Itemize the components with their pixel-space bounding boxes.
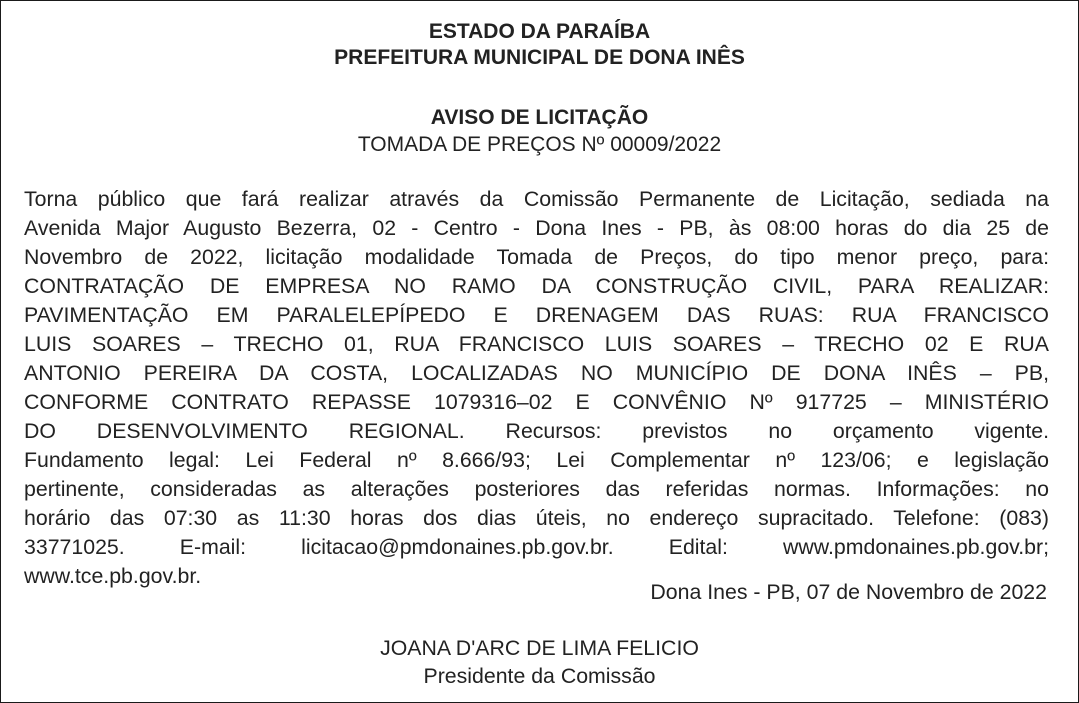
body-line: pertinente, consideradas as alterações posteriores das referidas normas. Informações: no bbox=[24, 477, 1049, 501]
body-line: CONTRATAÇÃO DE EMPRESA NO RAMO DA CONSTRUÇÃO CIVIL, PARA REALIZAR: bbox=[24, 274, 1049, 298]
notice-body bbox=[24, 185, 1049, 591]
body-line: DO DESENVOLVIMENTO REGIONAL. Recursos: previstos no orçamento vigente. bbox=[24, 419, 1049, 443]
body-line: PAVIMENTAÇÃO EM PARALELEPÍPEDO E DRENAGEM DAS RUAS: RUA FRANCISCO bbox=[24, 303, 1049, 327]
signatory-name: JOANA D'ARC DE LIMA FELICIO bbox=[380, 636, 699, 660]
place-date: Dona Ines - PB, 07 de Novembro de 2022 bbox=[650, 580, 1047, 604]
body-line: ANTONIO PEREIRA DA COSTA, LOCALIZADAS NO MUNICÍPIO DE DONA INÊS – PB, bbox=[24, 361, 1049, 385]
body-line: CONFORME CONTRATO REPASSE 1079316–02 E CONVÊNIO Nº 917725 – MINISTÉRIO bbox=[24, 390, 1049, 414]
body-line: 33771025. E-mail: licitacao@pmdonaines.pb.gov.br. Edital: www.pmdonaines.pb.gov.br; bbox=[24, 535, 1049, 559]
notice-title: AVISO DE LICITAÇÃO bbox=[430, 106, 649, 129]
state-name: ESTADO DA PARAÍBA bbox=[428, 20, 651, 43]
body-line: Novembro de 2022, licitação modalidade Tomada de Preços, do tipo menor preço, para: bbox=[24, 245, 1049, 269]
body-line: horário das 07:30 as 11:30 horas dos dias úteis, no endereço supracitado. Telefone: (083) bbox=[24, 506, 1049, 530]
body-line: www.tce.pb.gov.br. bbox=[24, 564, 202, 588]
signature-block bbox=[1, 634, 1078, 690]
body-line: Avenida Major Augusto Bezerra, 02 - Centro - Dona Ines - PB, às 08:00 horas do dia 25 de bbox=[24, 216, 1049, 240]
body-line: LUIS SOARES – TRECHO 01, RUA FRANCISCO LUIS SOARES – TRECHO 02 E RUA bbox=[24, 332, 1049, 356]
notice-subtitle: TOMADA DE PREÇOS Nº 00009/2022 bbox=[357, 133, 722, 156]
body-line: Fundamento legal: Lei Federal nº 8.666/93; Lei Complementar nº 123/06; e legislação bbox=[24, 448, 1049, 472]
signatory-role: Presidente da Comissão bbox=[423, 664, 656, 688]
municipality-name: PREFEITURA MUNICIPAL DE DONA INÊS bbox=[334, 46, 745, 69]
document-header bbox=[1, 19, 1078, 71]
body-line: Torna público que fará realizar através da Comissão Permanente de Licitação, sediada na bbox=[24, 187, 1049, 211]
